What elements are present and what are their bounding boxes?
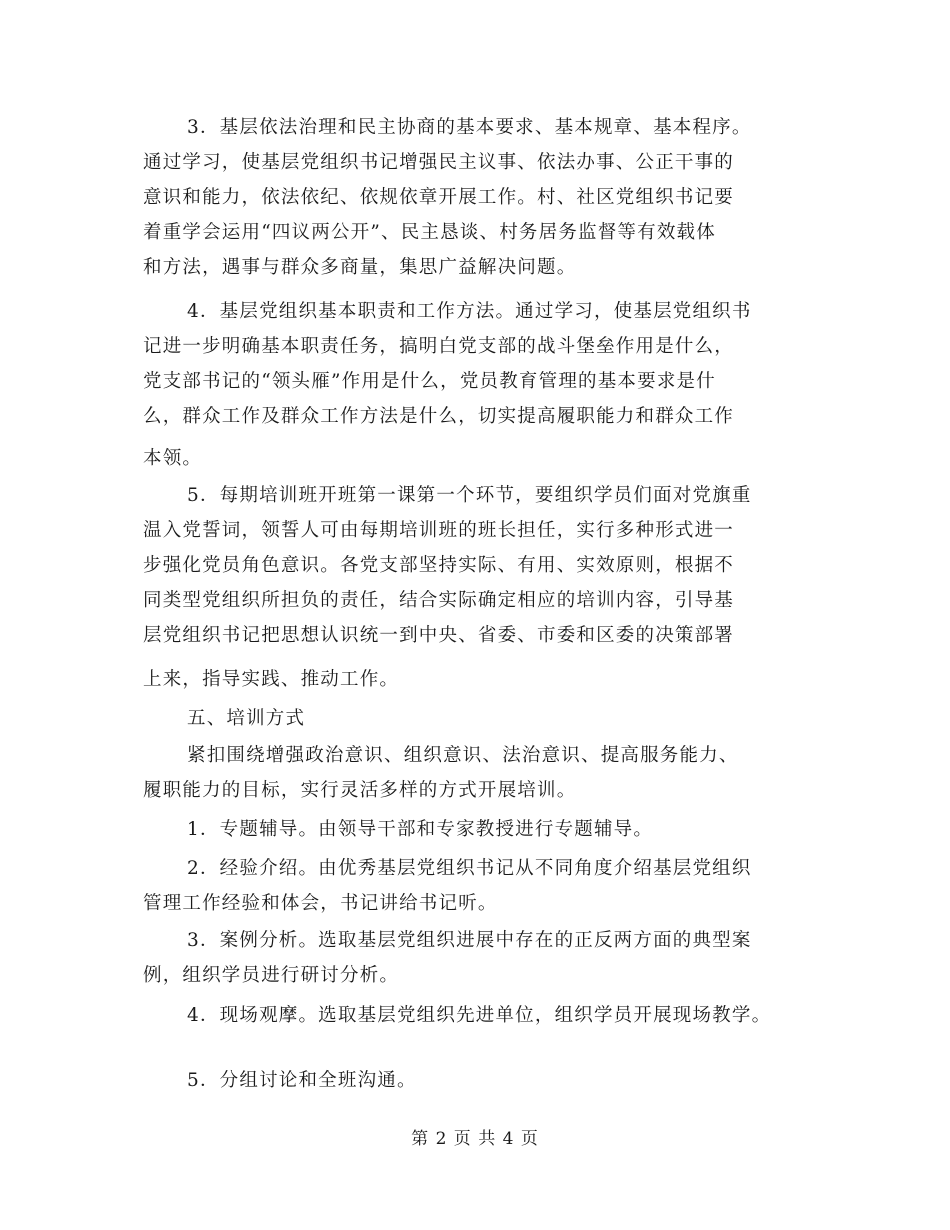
- paragraph-line: 例，组织学员进行研讨分析。: [143, 965, 400, 986]
- paragraph-line: 上来，指导实践、推动工作。: [143, 669, 400, 690]
- section-heading: 五、培训方式: [187, 708, 306, 729]
- paragraph-line: 记进一步明确基本职责任务，搞明白党支部的战斗堡垒作用是什么，: [143, 336, 735, 357]
- paragraph-line: 1．专题辅导。由领导干部和专家教授进行专题辅导。: [187, 819, 654, 840]
- paragraph-line: 紧扣围绕增强政治意识、组织意识、法治意识、提高服务能力、: [187, 745, 739, 766]
- paragraph-line: 步强化党员角色意识。各党支部坚持实际、有用、实效原则，根据不: [143, 555, 735, 576]
- page-footer: 第 2 页 共 4 页: [411, 1129, 539, 1149]
- paragraph-line: 党支部书记的“领头雁”作用是什么，党员教育管理的基本要求是什: [143, 371, 716, 392]
- paragraph-line: 5．分组讨论和全班沟通。: [187, 1070, 417, 1091]
- paragraph-line: 2．经验介绍。由优秀基层党组织书记从不同角度介绍基层党组织: [187, 858, 752, 879]
- paragraph-line: 3．基层依法治理和民主协商的基本要求、基本规章、基本程序。: [187, 117, 752, 138]
- paragraph-line: 管理工作经验和体会，书记讲给书记听。: [143, 893, 498, 914]
- paragraph-line: 和方法，遇事与群众多商量，集思广益解决问题。: [143, 257, 577, 278]
- paragraph-line: 么，群众工作及群众工作方法是什么，切实提高履职能力和群众工作: [143, 406, 735, 427]
- paragraph-line: 同类型党组织所担负的责任，结合实际确定相应的培训内容，引导基: [143, 590, 735, 611]
- paragraph-line: 本领。: [143, 448, 203, 469]
- paragraph-line: 3．案例分析。选取基层党组织进展中存在的正反两方面的典型案: [187, 930, 752, 951]
- paragraph-line: 5．每期培训班开班第一课第一个环节，要组织学员们面对党旗重: [187, 485, 752, 506]
- paragraph-line: 通过学习，使基层党组织书记增强民主议事、依法办事、公正干事的: [143, 152, 735, 173]
- paragraph-line: 意识和能力，依法依纪、依规依章开展工作。村、社区党组织书记要: [143, 187, 735, 208]
- paragraph-line: 着重学会运用“四议两公开”、民主恳谈、村务居务监督等有效载体: [143, 222, 716, 243]
- paragraph-line: 履职能力的目标，实行灵活多样的方式开展培训。: [143, 780, 577, 801]
- paragraph-line: 4．基层党组织基本职责和工作方法。通过学习，使基层党组织书: [187, 301, 752, 322]
- paragraph-line: 层党组织书记把思想认识统一到中央、省委、市委和区委的决策部署: [143, 625, 735, 646]
- paragraph-line: 温入党誓词，领誓人可由每期培训班的班长担任，实行多种形式进一: [143, 520, 735, 541]
- paragraph-line: 4．现场观摩。选取基层党组织先进单位，组织学员开展现场教学。: [187, 1005, 772, 1026]
